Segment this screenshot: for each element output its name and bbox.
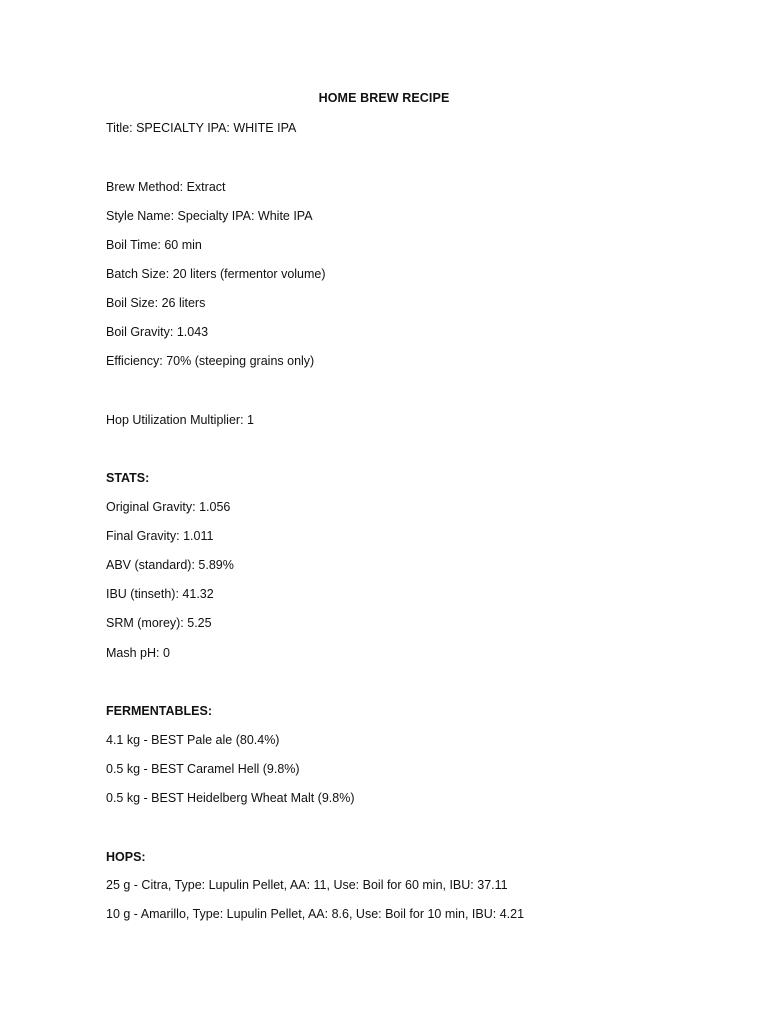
hop-utilization-line: Hop Utilization Multiplier: 1 xyxy=(106,413,254,427)
hops-heading: HOPS: xyxy=(106,850,146,864)
stats-abv: ABV (standard): 5.89% xyxy=(106,558,234,572)
boil-time-line: Boil Time: 60 min xyxy=(106,238,202,252)
fermentable-item: 0.5 kg - BEST Heidelberg Wheat Malt (9.8%) xyxy=(106,791,355,805)
stats-original-gravity: Original Gravity: 1.056 xyxy=(106,500,231,514)
boil-size-line: Boil Size: 26 liters xyxy=(106,296,206,310)
fermentable-item: 0.5 kg - BEST Caramel Hell (9.8%) xyxy=(106,762,300,776)
stats-heading: STATS: xyxy=(106,471,150,485)
fermentables-heading: FERMENTABLES: xyxy=(106,704,213,718)
boil-gravity-line: Boil Gravity: 1.043 xyxy=(106,325,209,339)
brew-method-line: Brew Method: Extract xyxy=(106,180,226,194)
stats-srm: SRM (morey): 5.25 xyxy=(106,616,212,630)
stats-ibu: IBU (tinseth): 41.32 xyxy=(106,587,214,601)
efficiency-line: Efficiency: 70% (steeping grains only) xyxy=(106,354,315,368)
batch-size-line: Batch Size: 20 liters (fermentor volume) xyxy=(106,267,326,281)
recipe-title-line: Title: SPECIALTY IPA: WHITE IPA xyxy=(106,121,297,135)
stats-final-gravity: Final Gravity: 1.011 xyxy=(106,529,214,543)
hop-item: 25 g - Citra, Type: Lupulin Pellet, AA: 11, Use: Boil for 60 min, IBU: 37.11 xyxy=(106,878,508,892)
hop-item: 10 g - Amarillo, Type: Lupulin Pellet, AA: 8.6, Use: Boil for 10 min, IBU: 4.21 xyxy=(106,907,525,921)
fermentable-item: 4.1 kg - BEST Pale ale (80.4%) xyxy=(106,733,280,747)
stats-mash-ph: Mash pH: 0 xyxy=(106,646,170,660)
document-heading: HOME BREW RECIPE xyxy=(318,91,450,105)
style-name-line: Style Name: Specialty IPA: White IPA xyxy=(106,209,313,223)
